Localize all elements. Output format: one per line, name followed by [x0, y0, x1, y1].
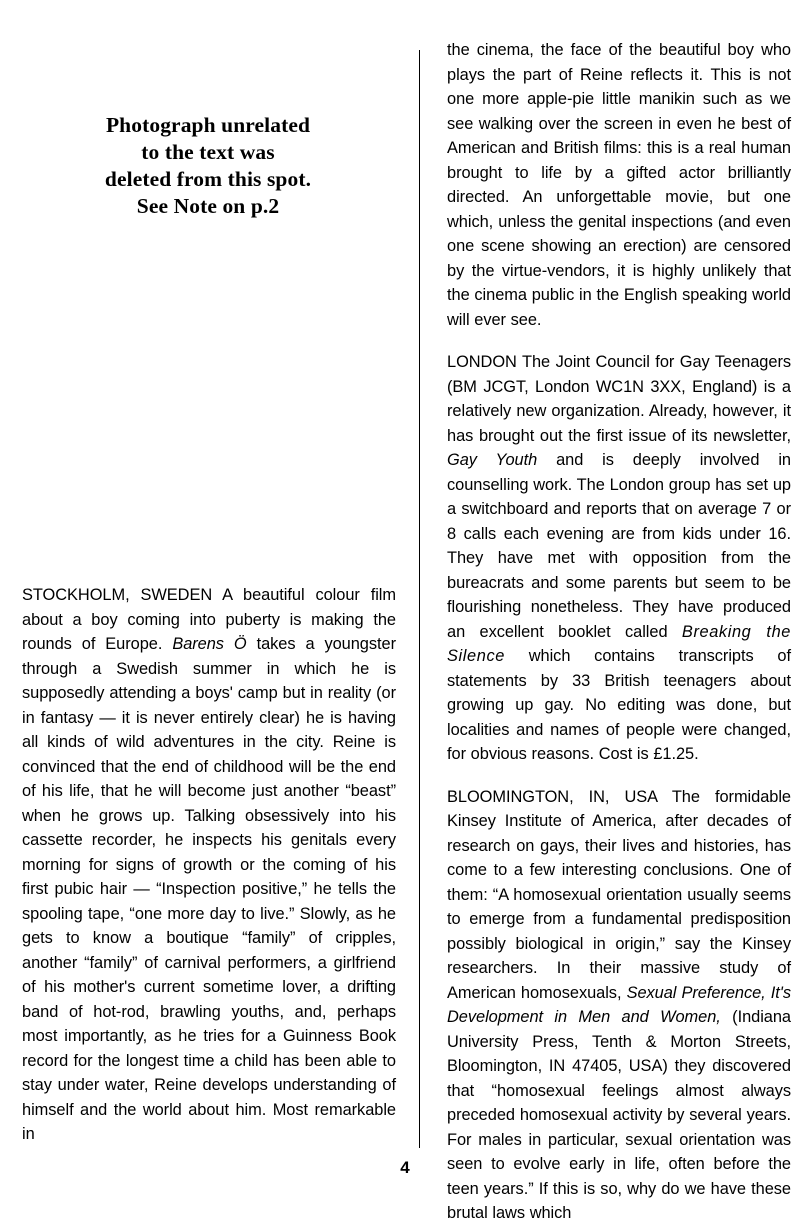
stockholm-text-part-1: STOCKHOLM, SWEDEN A beautiful colour film about a boy coming into puberty is making the rounds of Europe. [22, 586, 396, 653]
article-stockholm-continuation: the cinema, the face of the beautiful boy who plays the part of Reine reflects it. This is not one more apple-pie little manikin such as we see walking over the screen in even he best of American and British films: this is a real human brought to life by a gifted actor brilliantly directed. An unforgettable movie, but one which, unless the genital inspections (and even one scene showing an erection) are censored by the virtue-vendors, it is highly unlikely that the cinema public in the English speaking world will ever see. [447, 41, 791, 329]
photo-note-line-1: Photograph unrelated [105, 113, 311, 137]
photo-note-line-3: deleted from this spot. [104, 167, 312, 191]
booklet-title-breaking-the-silence: Breaking the Silence [447, 622, 792, 665]
book-title-sexual-preference: Sexual Preference, It's Development in Men and Women, [447, 983, 791, 1026]
bloomington-text-part-2: (Indiana University Press, Tenth & Morton Streets, Bloomington, IN 47405, USA) they discovered that “homosexual feelings almost always preceded homosexual activity by several years. For males in particular, sexual orientation was seen to evolve early in life, often before the teen years.” If this is so, why do we have these brutal laws which [447, 1008, 791, 1222]
stockholm-text-part-2: takes a youngster through a Swedish summer in which he is supposedly attending a boys' camp but in reality (or in fantasy — it is never entirely clear) he is having all kinds of wild adventures in the city. Reine is convinced that the end of childhood will be the end of his life, that he will become just another “beast” when he grows up. Talking obsessively into his cassette recorder, he inspects his genitals every morning for signs of growth or the coming of his first pubic hair — “Inspection positive,” he tells the spooling tape, “one more day to live.” Slowly, as he gets to know a boutique “family” of cripples, another “family” of carnival performers, a girlfriend of his mother's current sometime lover, a drifting band of hot-rod, brawling youths, and, perhaps most importantly, as he tries for a Guinness Book record for the longest time a child has been able to stay under water, Reine develops understanding of himself and the world about him. Most remarkable in [22, 635, 396, 1143]
photo-note-line-2: to the text was [141, 140, 275, 164]
newsletter-title-gay-youth: Gay Youth [447, 451, 538, 469]
deleted-photo-note [22, 112, 394, 220]
london-text-part-3: which contains transcripts of statements by 33 British teenagers about growing up gay. No editing was done, but localities and names of people were changed, for obvious reasons. Cost is £1.25. [447, 647, 791, 763]
article-stockholm-paragraph [22, 583, 396, 1147]
london-text-part-1: LONDON The Joint Council for Gay Teenagers (BM JCGT, London WC1N 3XX, England) is a relatively new organization. Already, however, it has brought out the first issue of its newsletter, [447, 353, 791, 445]
column-divider-rule [419, 50, 420, 1148]
left-column [22, 583, 396, 1147]
page-number: 4 [400, 1158, 410, 1177]
photo-note-line-4: See Note on p.2 [136, 194, 280, 218]
bloomington-text-part-1: BLOOMINGTON, IN, USA The formidable Kinsey Institute of America, after decades of research on gays, their lives and histories, has come to a few interesting conclusions. One of them: “A homosexual orientation usually seems to emerge from a fundamental predisposition possibly biological in origin,” say the Kinsey researchers. In their massive study of American homosexuals, [447, 787, 791, 1002]
right-column [447, 38, 791, 1226]
film-title-barens-o: Barens Ö [172, 635, 247, 653]
article-london-paragraph [447, 350, 791, 767]
london-text-part-2: and is deeply involved in counselling work. The London group has set up a switchboard and reports that on average 7 or 8 calls each evening are from kids under 16. They have met with opposition from the bureacrats and some parents but seem to be flourishing nonetheless. They have produced an excellent booklet called [447, 451, 791, 641]
